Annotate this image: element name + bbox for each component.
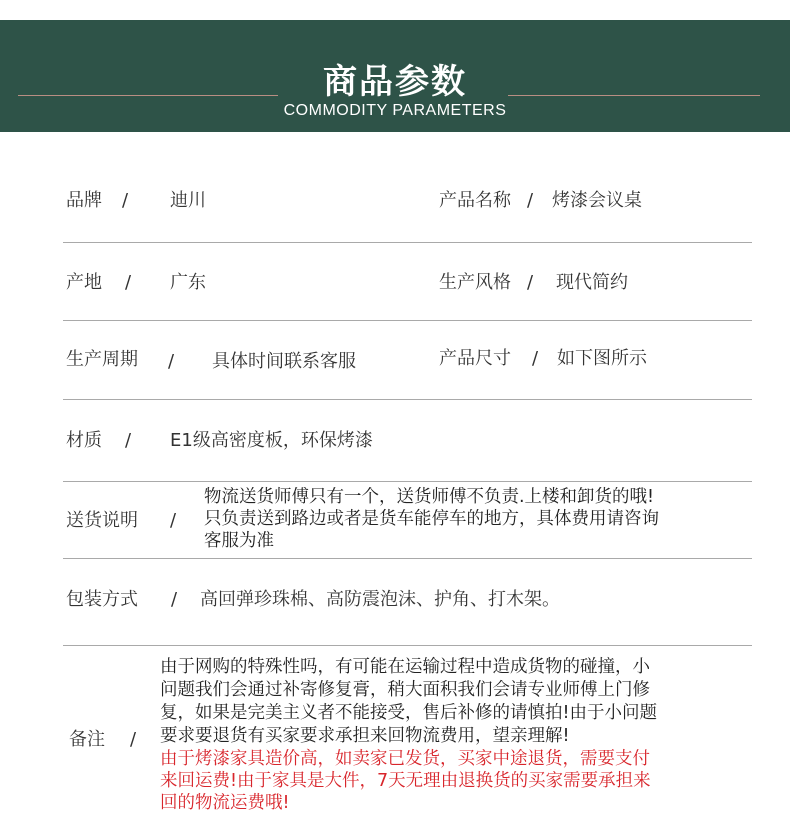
remark-warning-line: 来回运费!由于家具是大件，7天无理由退换货的买家需要承担来: [160, 771, 651, 791]
page-title: 商品参数: [323, 62, 467, 102]
row-divider: [63, 481, 752, 482]
size-separator: /: [532, 348, 539, 369]
material-separator: /: [125, 430, 132, 451]
brand-separator: /: [122, 190, 129, 211]
remark-warning-line: 回的物流运费哦!: [160, 793, 290, 813]
product-name-label: 产品名称: [439, 190, 511, 211]
remark-line: 问题我们会通过补寄修复膏，稍大面积我们会请专业师傅上门修: [160, 680, 650, 700]
material-value: E1级高密度板，环保烤漆: [170, 430, 373, 451]
delivery-line: 只负责送到路边或者是货车能停车的地方，具体费用请咨询: [204, 509, 659, 529]
product-name-separator: /: [527, 190, 534, 211]
origin-separator: /: [125, 272, 132, 293]
cycle-separator: /: [168, 351, 175, 372]
remark-warning-line: 由于烤漆家具造价高，如卖家已发货，买家中途退货，需要支付: [160, 749, 650, 769]
delivery-label: 送货说明: [66, 510, 138, 531]
product-name-value: 烤漆会议桌: [552, 190, 642, 211]
row-divider: [63, 645, 752, 646]
brand-label: 品牌: [66, 190, 102, 211]
row-divider: [63, 399, 752, 400]
origin-label: 产地: [66, 272, 102, 293]
row-divider: [63, 242, 752, 243]
delivery-separator: /: [170, 510, 177, 531]
remark-line: 由于网购的特殊性吗，有可能在运输过程中造成货物的碰撞，小: [160, 657, 650, 677]
style-separator: /: [527, 272, 534, 293]
style-label: 生产风格: [439, 272, 511, 293]
cycle-value: 具体时间联系客服: [212, 351, 356, 372]
packing-value: 高回弹珍珠棉、高防震泡沫、护角、打木架。: [200, 589, 560, 610]
header-banner: [0, 20, 790, 132]
page-subtitle: COMMODITY PARAMETERS: [283, 102, 507, 119]
brand-value: 迪川: [170, 190, 206, 211]
remark-line: 要求要退货有买家要求承担来回物流费用，望亲理解!: [160, 726, 570, 746]
size-label: 产品尺寸: [439, 348, 511, 369]
remark-separator: /: [130, 729, 137, 750]
cycle-label: 生产周期: [66, 349, 138, 370]
remark-label: 备注: [69, 729, 105, 750]
delivery-line: 客服为准: [204, 531, 274, 551]
remark-line: 复，如果是完美主义者不能接受，售后补修的请慎拍!由于小问题: [160, 703, 658, 723]
packing-separator: /: [171, 589, 178, 610]
packing-label: 包装方式: [66, 589, 138, 610]
delivery-line: 物流送货师傅只有一个，送货师傅不负责.上楼和卸货的哦!: [204, 487, 655, 507]
row-divider: [63, 558, 752, 559]
row-divider: [63, 320, 752, 321]
style-value: 现代简约: [556, 272, 628, 293]
origin-value: 广东: [170, 272, 206, 293]
size-value: 如下图所示: [557, 348, 647, 369]
material-label: 材质: [66, 430, 102, 451]
